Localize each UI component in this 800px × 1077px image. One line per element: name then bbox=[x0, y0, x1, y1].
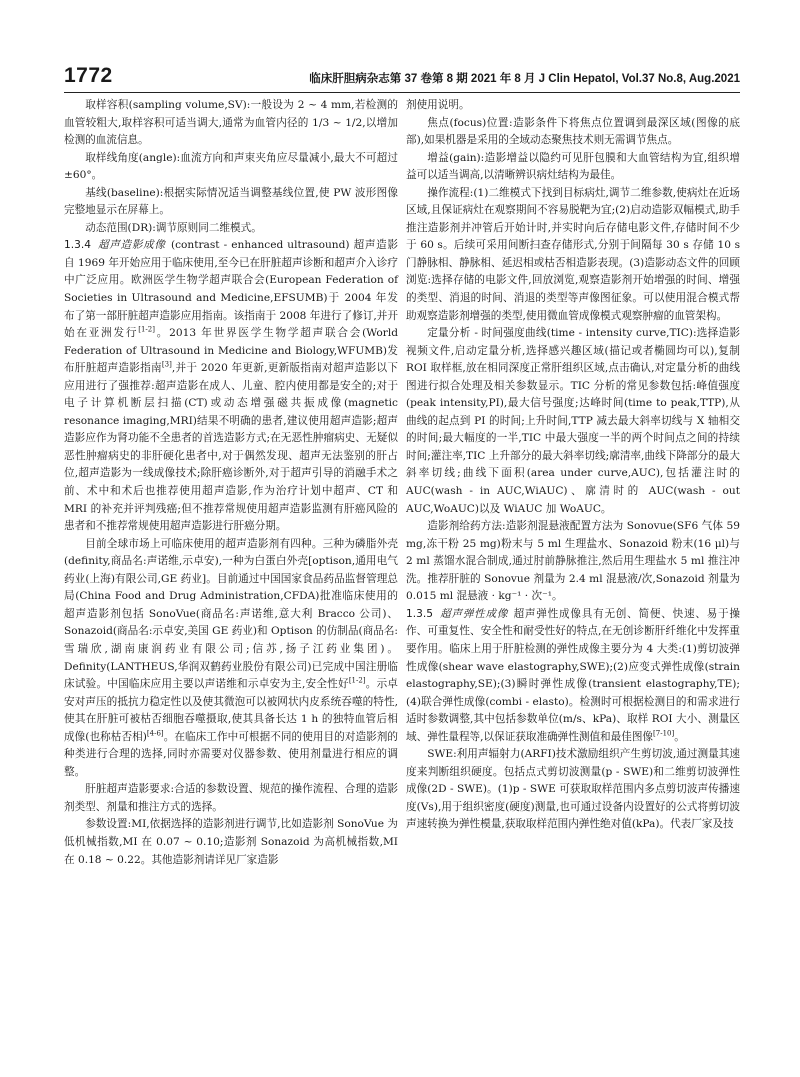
paragraph-tic-analysis: 定量分析 - 时间强度曲线(time - intensity curve,TIC):选择造影视频文件,启动定量分析,选择感兴趣区域(描记或者椭圆均可以),复制 ROI 取样框,放在相同深度正常肝组织区域,点击确认,对定量分析的曲线图进行拟合处理及相关参数显示。TIC 分析的常见参数包括:峰值强度(peak intensity,PI),最大信号强度;达峰时间(time to peak,TTP),从曲线的起点到 PI 的时间;上升时间,TTP 减去最大斜率切线与 X 轴相交的时间;最大幅度的一半,TIC 中最大强度一半的两个时间点之间的持续时间;灌注率,TIC 上升部分的最大斜率切线;廓清率,曲线下降部分的最大斜率切线;曲线下面积(area under curve,AUC),包括灌注时的 AUC(wash - in AUC,WiAUC)、廓清时的 AUC(wash - out AUC,WoAUC)以及 WiAUC 加 WoAUC。 bbox=[406, 327, 740, 515]
header-rule bbox=[64, 92, 740, 93]
paragraph-parameter-settings: 参数设置:MI,依据选择的造影剂进行调节,比如造影剂 SonoVue 为低机械指数,MI 在 0.07 ~ 0.10;造影剂 Sonazoid 为高机械指数,MI 在 0.18 ~ 0.22。其他造影剂请详见厂家造影 bbox=[64, 818, 398, 866]
journal-citation: 临床肝胆病杂志第 37 卷第 8 期 2021 年 8 月 J Clin Hepatol, Vol.37 No.8, Aug.2021 bbox=[309, 73, 740, 85]
paragraph-procedure: 操作流程:(1)二维模式下找到目标病灶,调节二维参数,使病灶在近场区域,且保证病灶在观察期间不容易脱靶为宜;(2)启动造影双幅模式,助手推注造影剂并冲管后开始计时,并实时向后存储电影文件,存储时间不少于 60 s。后续可采用间断扫查存储形式,分别于间隔每 30 s 存储 10 s 门静脉相、静脉相、延迟相或枯否相造影表现。(3)造影动态文件的回顾浏览:选择存储的电影文件,回放浏览,观察造影剂开始增强的时间、增强的类型、消退的时间、消退的类型等声像图征象。可以使用混合模式帮助观察造影剂增强的类型,使用微血管成像模式观察肿瘤的血管架构。 bbox=[406, 186, 740, 322]
section-number: 1.3.5 bbox=[406, 607, 433, 620]
citation-ref: [7-10] bbox=[653, 729, 675, 738]
page-header bbox=[64, 64, 740, 90]
paragraph-baseline: 基线(baseline):根据实际情况适当调整基线位置,使 PW 波形图像完整地显示在屏幕上。 bbox=[64, 186, 398, 217]
citation-ref: [4-6] bbox=[146, 729, 164, 738]
section-title: 超声造影成像 bbox=[97, 239, 166, 252]
paragraph-gain: 增益(gain):造影增益以隐约可见肝包膜和大血管结构为宜,组织增益可以适当调高,以清晰辨识病灶结构为最佳。 bbox=[406, 151, 740, 182]
left-column bbox=[64, 97, 398, 869]
paragraph-focus: 焦点(focus)位置:造影条件下将焦点位置调到最深区域(图像的底部),如果机器是采用的全域动态聚焦技术则无需调节焦点。 bbox=[406, 116, 740, 147]
paragraph-contrast-agents: 目前全球市场上可临床使用的超声造影剂有四种。三种为磷脂外壳(definity,商品名:声诺维,示卓安),一种为白蛋白外壳[optison,通用电气药业(上海)有限公司,GE 药业]。目前通过中国国家食品药品监督管理总局(China Food and Drug Administration,CFDA)批准临床使用的超声造影剂包括 SonoVue(商品名:声诺维,意大利 Bracco 公司)、Sonazoid(商品名:示卓安,美国 GE 药业)和 Optison 的仿制品(商品名:雪瑞欣,湖南康润药业有限公司;信苏,扬子江药业集团)。Definity(LANTHEUS,华润双鹤药业股份有限公司)已完成中国注册临床试验。中国临床应用主要以声诺维和示卓安为主,安全性好[1-2]。示卓安对声压的抵抗力稳定性以及使其微泡可以被网状内皮系统吞噬的特性,使其在肝脏可被枯否细胞吞噬摄取,使其具备长达 1 h 的独特血管后相成像(也称枯否相)[4-6]。在临床工作中可根据不同的使用目的对造影剂的种类进行合理的选择,同时亦需要对仪器参数、使用剂量进行相应的调整。 bbox=[64, 537, 399, 778]
paragraph-dynamic-range: 动态范围(DR):调节原则同二维模式。 bbox=[85, 221, 262, 234]
paragraph-ceus-intro: 1.3.4 超声造影成像 (contrast - enhanced ultrasound) 超声造影自 1969 年开始应用于临床使用,至今已在肝脏超声诊断和超声介入诊疗中广泛应用。欧洲医学生物学超声联合会(European Federation of Societies in Ultrasound and Medicine,EFSUMB)于 2004 年发布了第一部肝脏超声造影应用指南。该指南于 2008 年进行了修订,并开始在亚洲发行[1-2]。2013 年世界医学生物学超声联合会(World Federation of Ultrasound in Medicine and Biology,WFUMB)发布肝脏超声造影指南[3],并于 2020 年更新,更新版指南对超声造影以下应用进行了强推荐:超声造影在成人、儿童、腔内使用都是安全的;对于电子计算机断层扫描(CT)或动态增强磁共振成像(magnetic resonance imaging,MRI)结果不明确的患者,建议使用超声造影;超声造影应作为肾功能不全患者的首选造影方式;在无恶性肿瘤病史、无疑似恶性肿瘤病史的非肝硬化患者中,对于偶然发现、超声无法鉴别的肝占位,超声造影为一线成像技术;除肝癌诊断外,对于超声引导的消融手术之前、术中和术后也推荐使用超声造影,作为治疗计划中超声、CT 和 MRI 的补充并评判残癌;但不推荐常规使用超声造影监测有肝癌风险的患者和不推荐常规使用超声造影进行肝癌分期。 bbox=[64, 239, 399, 533]
citation-ref: [1-2] bbox=[348, 676, 366, 685]
section-title: 超声弹性成像 bbox=[439, 607, 509, 620]
paragraph-sample-angle: 取样线角度(angle):血流方向和声束夹角应尽量减小,最大不可超过 ±60°。 bbox=[64, 151, 398, 182]
citation-ref: [3] bbox=[161, 360, 172, 369]
paragraph-sample-volume: 取样容积(sampling volume,SV):一般设为 2 ~ 4 mm,若检测的血管较粗大,取样容积可适当调大,通常为血管内径的 1/3 ~ 1/2,以增加检测的血流信息。 bbox=[64, 99, 398, 147]
section-number: 1.3.4 bbox=[64, 239, 91, 252]
paragraph-swe: SWE:利用声辐射力(ARFI)技术激励组织产生剪切波,通过测量其速度来判断组织硬度。包括点式剪切波测量(p - SWE)和二维剪切波弹性成像(2D - SWE)。(1)p - SWE 可获取取样范围内多点剪切波声传播速度(Vs),用于组织密度(硬度)测量,也可通过设备内设置好的公式将剪切波声速转换为弹性模量,获取取样范围内弹性绝对值(kPa)。代表厂家及技 bbox=[406, 748, 740, 831]
paragraph-administration: 造影剂给药方法:造影剂混悬液配置方法为 Sonovue(SF6 气体 59 mg,冻干粉 25 mg)粉末与 5 ml 生理盐水、Sonazoid 粉末(16 μl)与 2 ml 蒸馏水混合制成,通过肘前静脉推注,然后用生理盐水 5 ml 推注冲洗。推荐肝脏的 Sonovue 剂量为 2.4 ml 混悬液/次,Sonazoid 剂量为 0.015 ml 混悬液 · kg⁻¹ · 次⁻¹。 bbox=[406, 520, 740, 603]
right-column bbox=[406, 97, 740, 834]
paragraph-continuation: 剂使用说明。 bbox=[406, 99, 470, 111]
paragraph-ceus-requirements: 肝脏超声造影要求:合适的参数设置、规范的操作流程、合理的造影剂类型、剂量和推注方式的选择。 bbox=[64, 783, 398, 813]
page-number: 1772 bbox=[64, 64, 113, 87]
paragraph-elastography: 1.3.5 超声弹性成像 超声弹性成像具有无创、简便、快速、易于操作、可重复性、安全性和耐受性好的特点,在无创诊断肝纤维化中发挥重要作用。临床上用于肝脏检测的弹性成像主要分为 4 大类:(1)剪切波弹性成像(shear wave elastography,SWE);(2)应变式弹性成像(strain elastography,SE);(3)瞬时弹性成像(transient elastography,TE);(4)联合弹性成像(combi - elasto)。检测时可根据检测目的和需求进行适时参数调整,其中包括参数单位(m/s、kPa)、取样 ROI 大小、测量区域、弹性量程等,以保证获取准确弹性测值和最佳图像[7-10]。 bbox=[406, 607, 741, 743]
citation-ref: [1-2] bbox=[138, 325, 155, 334]
